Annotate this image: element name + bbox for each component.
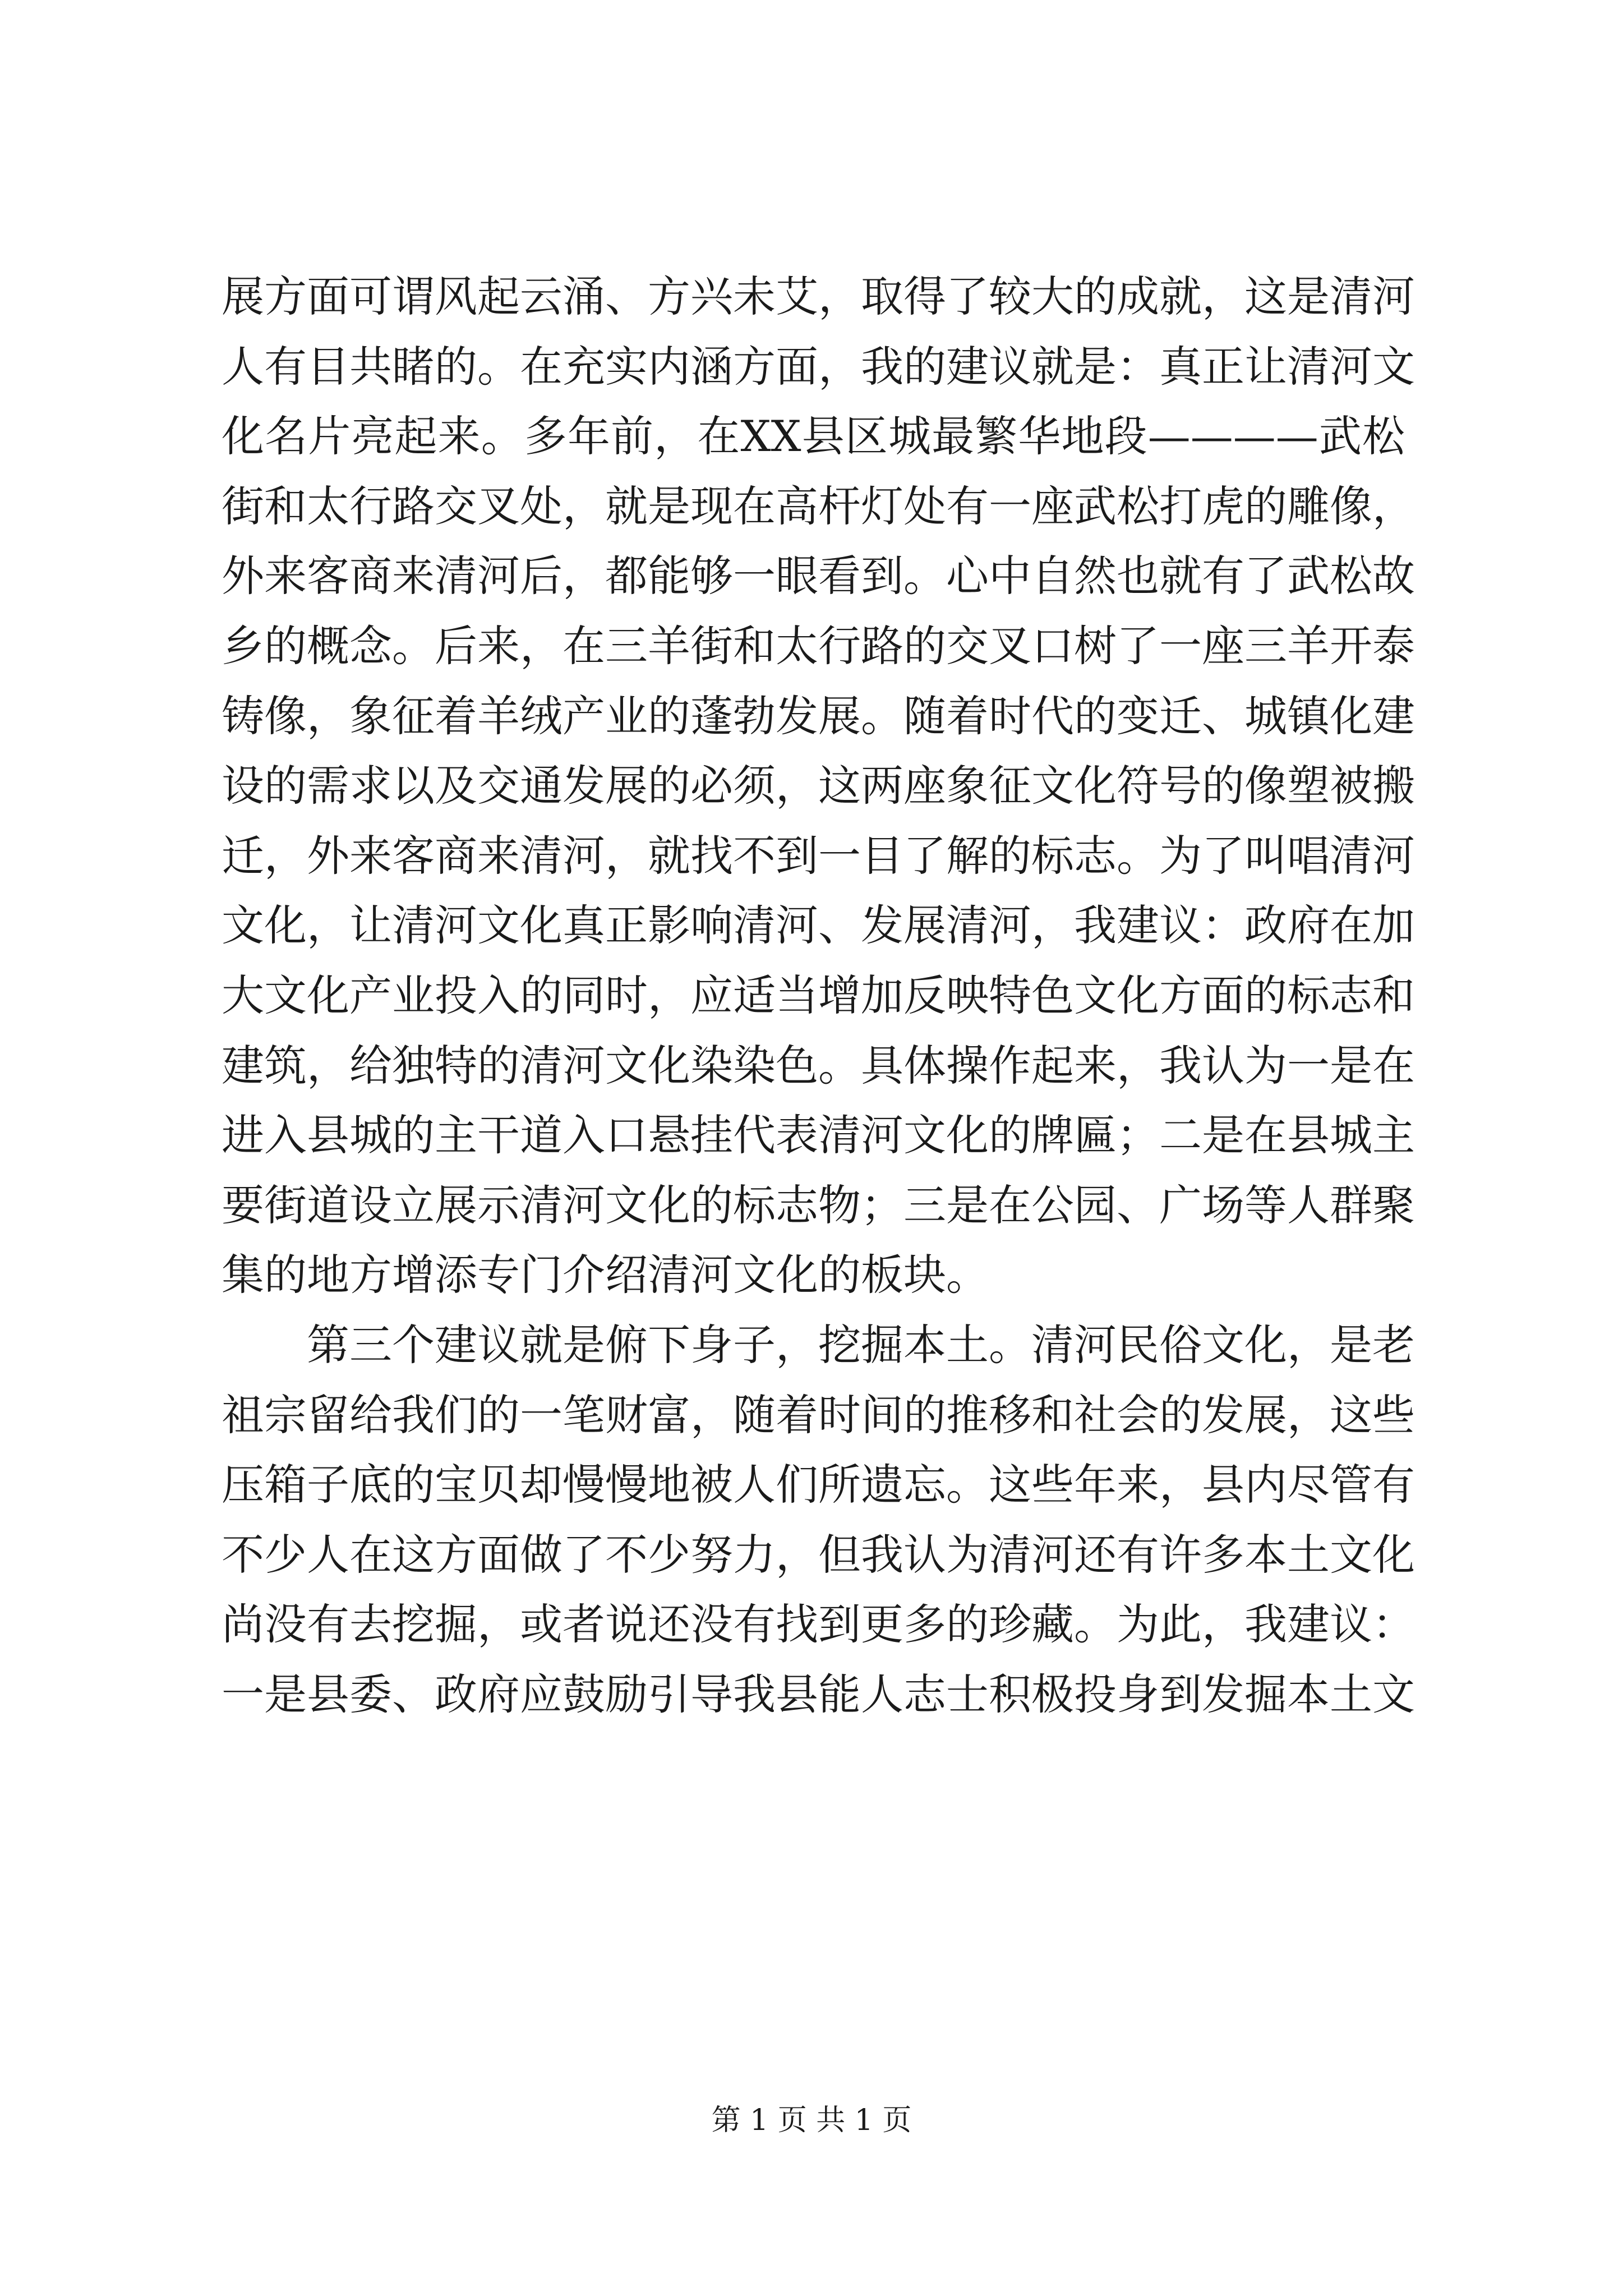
paragraph-1-line-6: 乡的概念。后来，在三羊街和太行路的交叉口树了一座三羊开泰 [222, 620, 1415, 671]
paragraph-2-line-2: 祖宗留给我们的一笔财富，随着时间的推移和社会的发展，这些 [222, 1389, 1415, 1440]
page-number-label: 第 1 页 共 1 页 [711, 2104, 912, 2137]
paragraph-1-line-9: 迁，外来客商来清河，就找不到一目了解的标志。为了叫唱清河 [222, 830, 1415, 881]
paragraph-2-line-3: 压箱子底的宝贝却慢慢地被人们所遗忘。这些年来，县内尽管有 [222, 1460, 1415, 1510]
paragraph-1-line-2: 人有目共睹的。在充实内涵方面，我的建议就是：真正让清河文 [222, 341, 1415, 392]
document-body [222, 262, 1415, 1729]
paragraph-1-line-3: 化名片亮起来。多年前，在XX县区城最繁华地段————武松 [222, 411, 1405, 462]
paragraph-2-line-6: 一是县委、政府应鼓励引导我县能人志士积极投身到发掘本土文 [222, 1669, 1415, 1719]
paragraph-1-line-13: 进入县城的主干道入口悬挂代表清河文化的牌匾；二是在县城主 [222, 1110, 1415, 1161]
paragraph-1-line-4: 街和太行路交叉处，就是现在高杆灯处有一座武松打虎的雕像， [222, 481, 1415, 531]
paragraph-1-line-12: 建筑，给独特的清河文化染染色。具体操作起来，我认为一是在 [222, 1040, 1415, 1091]
paragraph-1-line-11: 大文化产业投入的同时，应适当增加反映特色文化方面的标志和 [222, 970, 1415, 1020]
paragraph-1-line-7: 铸像，象征着羊绒产业的蓬勃发展。随着时代的变迁、城镇化建 [222, 691, 1415, 741]
paragraph-1-line-8: 设的需求以及交通发展的必须，这两座象征文化符号的像塑被搬 [222, 761, 1415, 811]
paragraph-1-line-1: 展方面可谓风起云涌、方兴未艾，取得了较大的成就，这是清河 [222, 272, 1415, 321]
paragraph-1-line-5: 外来客商来清河后，都能够一眼看到。心中自然也就有了武松故 [222, 551, 1415, 601]
paragraph-1-line-14: 要街道设立展示清河文化的标志物；三是在公园、广场等人群聚 [222, 1180, 1415, 1230]
paragraph-2-line-4: 不少人在这方面做了不少努力，但我认为清河还有许多本土文化 [222, 1529, 1415, 1580]
paragraph-2-line-1: 第三个建议就是俯下身子，挖掘本土。清河民俗文化，是老 [307, 1319, 1415, 1370]
page-footer [0, 2101, 1623, 2140]
paragraph-2-line-5: 尚没有去挖掘，或者说还没有找到更多的珍藏。为此，我建议： [222, 1599, 1415, 1650]
paragraph-1-line-15: 集的地方增添专门介绍清河文化的板块。 [222, 1250, 989, 1300]
paragraph-1-line-10: 文化，让清河文化真正影响清河、发展清河，我建议：政府在加 [222, 900, 1415, 951]
